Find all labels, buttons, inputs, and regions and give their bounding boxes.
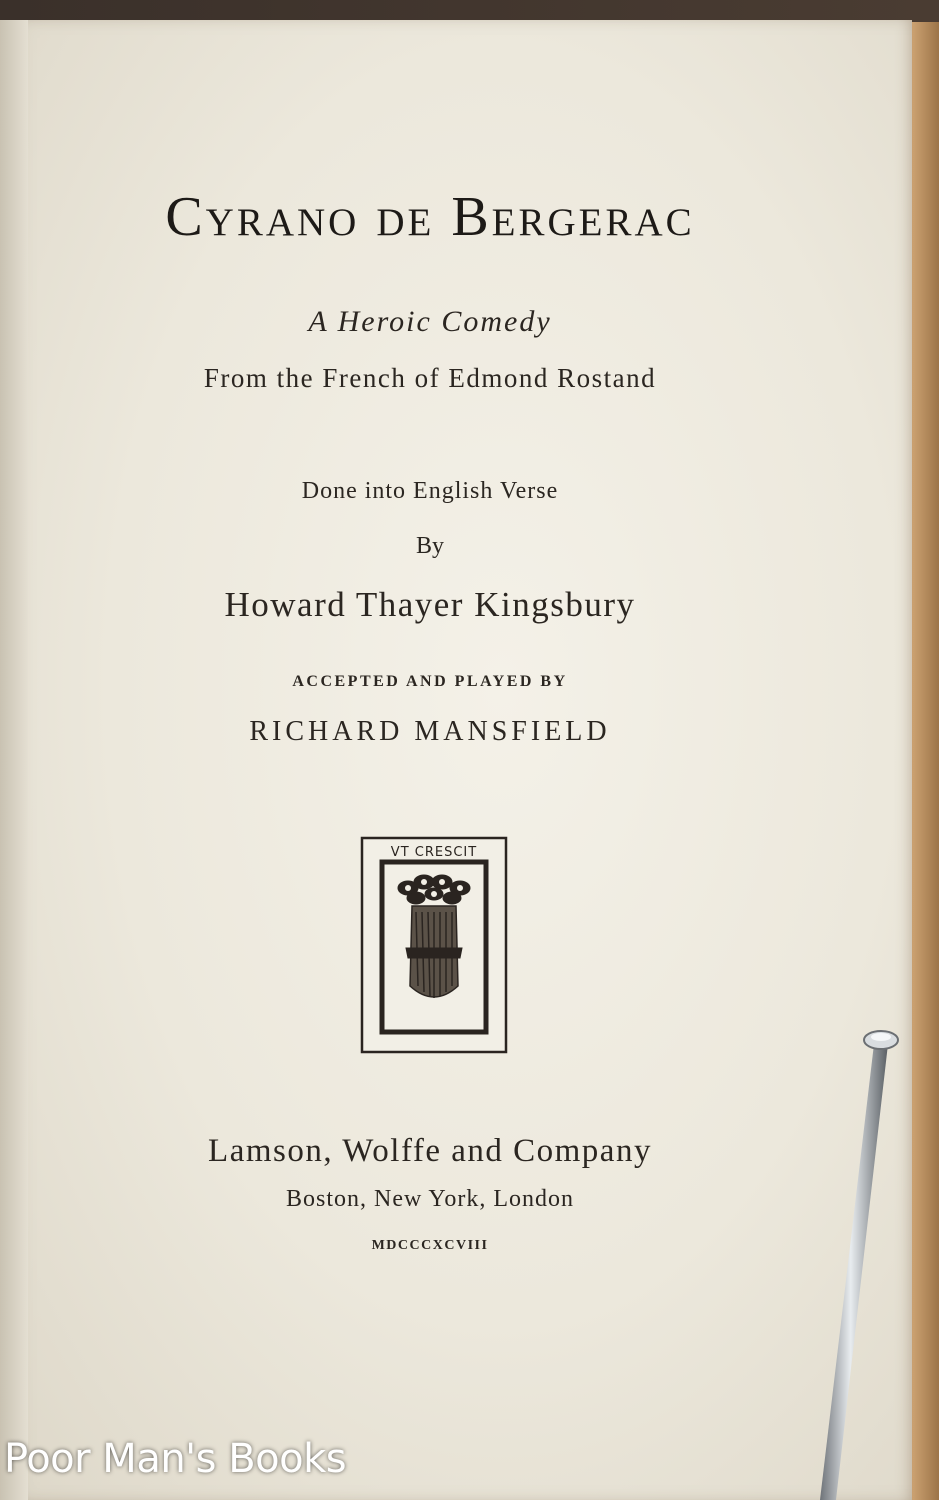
- publisher-device-icon: [360, 836, 508, 1054]
- publication-year: MDCCCXCVIII: [371, 1238, 489, 1253]
- verse-note: Done into English Verse: [301, 478, 559, 504]
- author-name: Howard Thayer Kingsbury: [224, 585, 636, 624]
- device-motto: VT CRESCIT: [390, 845, 478, 860]
- publisher-cities: Boston, New York, London: [285, 1186, 575, 1212]
- book-title: Cyrano de Bergerac: [165, 186, 695, 248]
- publisher-name: Lamson, Wolffe and Company: [208, 1133, 652, 1169]
- actor-name: RICHARD MANSFIELD: [249, 716, 611, 747]
- watermark-text: Poor Man's Books: [4, 1436, 347, 1482]
- accepted-note: ACCEPTED AND PLAYED BY: [292, 673, 568, 690]
- by-line: By: [415, 533, 444, 559]
- translation-note: From the French of Edmond Rostand: [203, 363, 657, 393]
- book-subtitle: A Heroic Comedy: [308, 305, 552, 338]
